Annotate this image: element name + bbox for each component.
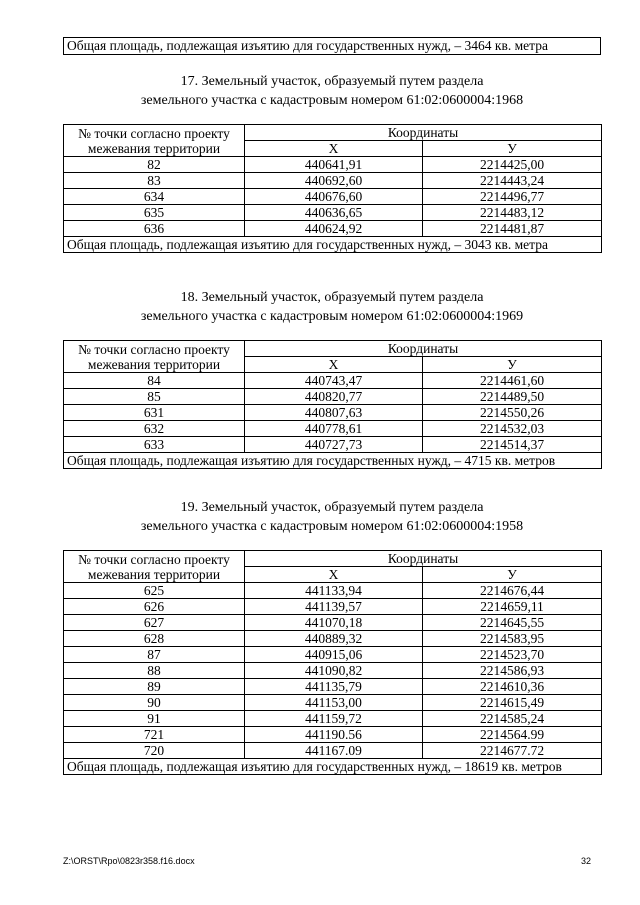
- footer-page-number: 32: [580, 856, 591, 866]
- coordinates-table: [63, 340, 602, 469]
- point-number-cell: 632: [64, 421, 245, 437]
- y-coordinate-cell: 2214645,55: [423, 615, 602, 631]
- y-coordinate-cell: 2214586,93: [423, 663, 602, 679]
- x-coordinate-cell: 441090,82: [245, 663, 423, 679]
- total-area-text: Общая площадь, подлежащая изъятию для государственных нужд, – 4715 кв. метров: [64, 453, 602, 469]
- point-number-cell: 720: [64, 743, 245, 759]
- total-row: [64, 759, 602, 775]
- point-header-line2: межевания территории: [87, 140, 221, 156]
- coordinates-table: [63, 550, 602, 775]
- y-coordinate-cell: 2214443,24: [423, 173, 602, 189]
- coordinates-header: Координаты: [245, 551, 602, 567]
- y-coordinate-cell: 2214677.72: [423, 743, 602, 759]
- footer-file-path: Z:\ORST\Rpo\0823r358.f16.docx: [63, 856, 195, 866]
- total-area-text: Общая площадь, подлежащая изъятию для государственных нужд, – 3043 кв. метра: [64, 237, 602, 253]
- coordinates-table: [63, 124, 602, 253]
- x-coordinate-cell: 440676,60: [245, 189, 423, 205]
- table-row: [64, 389, 602, 405]
- table-row: [64, 727, 602, 743]
- total-area-text: Общая площадь, подлежащая изъятию для государственных нужд, – 18619 кв. метров: [64, 759, 602, 775]
- y-coordinate-cell: 2214514,37: [423, 437, 602, 453]
- y-coordinate-cell: 2214585,24: [423, 711, 602, 727]
- y-coordinate-cell: 2214496,77: [423, 189, 602, 205]
- point-number-cell: 84: [64, 373, 245, 389]
- table-row: [64, 599, 602, 615]
- y-coordinate-cell: 2214532,03: [423, 421, 602, 437]
- table-row: [64, 583, 602, 599]
- x-coordinate-cell: 440807,63: [245, 405, 423, 421]
- table-row: [64, 189, 602, 205]
- table-row: [64, 205, 602, 221]
- point-number-cell: 626: [64, 599, 245, 615]
- point-number-cell: 91: [64, 711, 245, 727]
- section-subtitle: земельного участка с кадастровым номером 61:02:0600004:1958: [140, 519, 524, 534]
- table-row: [64, 157, 602, 173]
- x-coordinate-cell: 441153,00: [245, 695, 423, 711]
- section-title: 18. Земельный участок, образуемый путем раздела: [180, 290, 484, 305]
- table-row: [64, 631, 602, 647]
- table-row: [64, 173, 602, 189]
- x-coordinate-cell: 440778,61: [245, 421, 423, 437]
- y-coordinate-cell: 2214676,44: [423, 583, 602, 599]
- y-coordinate-cell: 2214610,36: [423, 679, 602, 695]
- point-number-cell: 635: [64, 205, 245, 221]
- table-row: [64, 711, 602, 727]
- table-row: [64, 405, 602, 421]
- table-row: [64, 695, 602, 711]
- point-number-cell: 721: [64, 727, 245, 743]
- table-row: [64, 437, 602, 453]
- x-coordinate-cell: 441190.56: [245, 727, 423, 743]
- header-row: [64, 125, 602, 141]
- x-coordinate-cell: 440641,91: [245, 157, 423, 173]
- y-coordinate-cell: 2214461,60: [423, 373, 602, 389]
- y-coordinate-cell: 2214615,49: [423, 695, 602, 711]
- x-coordinate-cell: 440624,92: [245, 221, 423, 237]
- y-coordinate-cell: 2214659,11: [423, 599, 602, 615]
- x-coordinate-cell: 440889,32: [245, 631, 423, 647]
- x-coordinate-cell: 441167.09: [245, 743, 423, 759]
- x-header: X: [245, 141, 423, 157]
- point-number-cell: 85: [64, 389, 245, 405]
- x-header: X: [245, 567, 423, 583]
- point-number-cell: 625: [64, 583, 245, 599]
- x-coordinate-cell: 440915,06: [245, 647, 423, 663]
- point-number-cell: 633: [64, 437, 245, 453]
- coordinates-header: Координаты: [245, 341, 602, 357]
- header-row: [64, 341, 602, 357]
- point-number-header: [64, 125, 245, 157]
- x-coordinate-cell: 441135,79: [245, 679, 423, 695]
- x-header: X: [245, 357, 423, 373]
- table-row: [64, 743, 602, 759]
- table-row: [64, 679, 602, 695]
- y-header: У: [423, 141, 602, 157]
- previous-section-total: Общая площадь, подлежащая изъятию для государственных нужд, – 3464 кв. метра: [63, 37, 601, 55]
- section-subtitle: земельного участка с кадастровым номером 61:02:0600004:1968: [140, 93, 524, 108]
- y-coordinate-cell: 2214481,87: [423, 221, 602, 237]
- point-number-header: [64, 551, 245, 583]
- section-title: 19. Земельный участок, образуемый путем раздела: [180, 500, 484, 515]
- table-row: [64, 373, 602, 389]
- point-number-cell: 83: [64, 173, 245, 189]
- y-coordinate-cell: 2214489,50: [423, 389, 602, 405]
- section-18: [63, 288, 601, 469]
- total-row: [64, 237, 602, 253]
- y-coordinate-cell: 2214564.99: [423, 727, 602, 743]
- x-coordinate-cell: 441133,94: [245, 583, 423, 599]
- point-number-cell: 636: [64, 221, 245, 237]
- point-number-cell: 87: [64, 647, 245, 663]
- section-17: [63, 72, 601, 253]
- x-coordinate-cell: 440820,77: [245, 389, 423, 405]
- point-number-cell: 89: [64, 679, 245, 695]
- table-row: [64, 647, 602, 663]
- x-coordinate-cell: 440636,65: [245, 205, 423, 221]
- y-coordinate-cell: 2214550,26: [423, 405, 602, 421]
- section-19: [63, 498, 601, 775]
- x-coordinate-cell: 440727,73: [245, 437, 423, 453]
- point-number-cell: 631: [64, 405, 245, 421]
- point-header-line1: № точки согласно проекту: [78, 551, 230, 567]
- header-row: [64, 551, 602, 567]
- point-header-line1: № точки согласно проекту: [78, 341, 230, 357]
- total-row: [64, 453, 602, 469]
- point-number-cell: 634: [64, 189, 245, 205]
- section-title: 17. Земельный участок, образуемый путем раздела: [180, 74, 484, 89]
- y-header: У: [423, 567, 602, 583]
- x-coordinate-cell: 441070,18: [245, 615, 423, 631]
- table-row: [64, 421, 602, 437]
- y-coordinate-cell: 2214583,95: [423, 631, 602, 647]
- point-number-cell: 90: [64, 695, 245, 711]
- point-header-line2: межевания территории: [87, 356, 221, 372]
- table-row: [64, 615, 602, 631]
- x-coordinate-cell: 441159,72: [245, 711, 423, 727]
- x-coordinate-cell: 440743,47: [245, 373, 423, 389]
- x-coordinate-cell: 441139,57: [245, 599, 423, 615]
- point-number-cell: 82: [64, 157, 245, 173]
- point-header-line2: межевания территории: [87, 566, 221, 582]
- table-row: [64, 663, 602, 679]
- y-coordinate-cell: 2214483,12: [423, 205, 602, 221]
- y-coordinate-cell: 2214523,70: [423, 647, 602, 663]
- point-number-cell: 88: [64, 663, 245, 679]
- coordinates-header: Координаты: [245, 125, 602, 141]
- point-header-line1: № точки согласно проекту: [78, 125, 230, 141]
- point-number-cell: 627: [64, 615, 245, 631]
- section-subtitle: земельного участка с кадастровым номером 61:02:0600004:1969: [140, 309, 524, 324]
- point-number-header: [64, 341, 245, 373]
- x-coordinate-cell: 440692,60: [245, 173, 423, 189]
- table-row: [64, 221, 602, 237]
- point-number-cell: 628: [64, 631, 245, 647]
- y-header: У: [423, 357, 602, 373]
- y-coordinate-cell: 2214425,00: [423, 157, 602, 173]
